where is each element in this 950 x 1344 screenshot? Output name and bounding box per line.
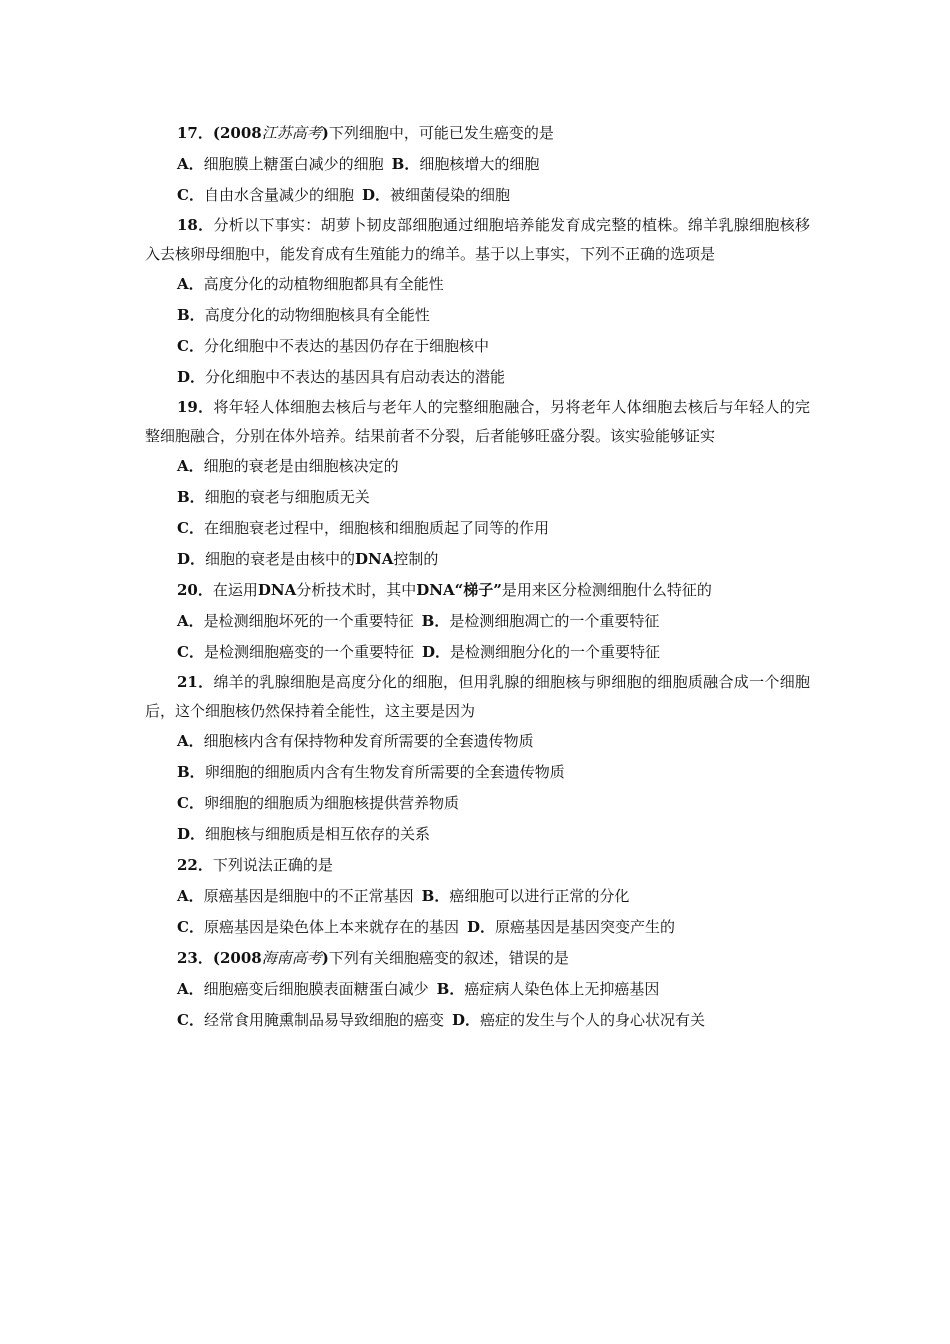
option-text: 是检测细胞坏死的一个重要特征 xyxy=(203,612,414,630)
question-18-option-a xyxy=(145,269,810,300)
option-text: 原癌基因是基因突变产生的 xyxy=(494,918,675,936)
option-text: 癌症的发生与个人的身心状况有关 xyxy=(479,1011,705,1029)
question-19-option-a xyxy=(145,451,810,482)
question-17-options-ab xyxy=(145,149,810,180)
option-label: D． xyxy=(361,186,390,204)
option-text: 分化细胞中不表达的基因具有启动表达的潜能 xyxy=(205,368,506,386)
question-18-option-d xyxy=(145,362,810,393)
question-18-option-b xyxy=(145,300,810,331)
option-label: D． xyxy=(177,368,206,386)
option-text: 分化细胞中不表达的基因仍存在于细胞核中 xyxy=(203,337,489,355)
question-number: 22． xyxy=(177,856,213,874)
question-17-options-cd xyxy=(145,180,810,211)
question-18-option-c xyxy=(145,331,810,362)
option-text: 卵细胞的细胞质内含有生物发育所需要的全套遗传物质 xyxy=(204,763,565,781)
option-text: 细胞癌变后细胞膜表面糖蛋白减少 xyxy=(203,980,429,998)
question-19-stem xyxy=(145,393,810,451)
stem-text: 下列说法正确的是 xyxy=(212,856,333,874)
option-text: 在细胞衰老过程中，细胞核和细胞质起了同等的作用 xyxy=(203,519,549,537)
option-label: B． xyxy=(177,306,205,324)
question-list xyxy=(145,118,810,1036)
option-label: D． xyxy=(177,825,206,843)
stem-text: 在运用 xyxy=(212,581,258,599)
option-label: D． xyxy=(451,1011,480,1029)
stem-text-bold: DNA“梯子” xyxy=(416,581,502,599)
question-23-options-ab xyxy=(145,974,810,1005)
option-label: D． xyxy=(421,643,450,661)
option-text: 原癌基因是染色体上本来就存在的基因 xyxy=(203,918,459,936)
question-20-stem xyxy=(145,575,810,606)
option-label: A． xyxy=(177,155,204,173)
question-22-options-ab xyxy=(145,881,810,912)
option-text: 细胞的衰老是由核中的 xyxy=(205,550,356,568)
option-label: B． xyxy=(421,887,450,905)
stem-text: 是用来区分检测细胞什么特征的 xyxy=(501,581,712,599)
option-text: 细胞核内含有保持物种发育所需要的全套遗传物质 xyxy=(203,732,534,750)
option-label: C． xyxy=(177,643,204,661)
question-21-option-d xyxy=(145,819,810,850)
option-text: 细胞的衰老是由细胞核决定的 xyxy=(203,457,399,475)
option-label: C． xyxy=(177,794,204,812)
stem-text: 分析以下事实：胡萝卜韧皮部细胞通过细胞培养能发育成完整的植株。绵羊乳腺细胞核移入去核卵母细胞中，能发育成有生殖能力的绵羊。基于以上事实，下列不正确的选项是 xyxy=(145,216,810,263)
source-close: ) xyxy=(321,949,329,967)
question-17-stem xyxy=(145,118,810,149)
stem-text: 下列有关细胞癌变的叙述，错误的是 xyxy=(328,949,569,967)
option-label: B． xyxy=(391,155,420,173)
source-year: (2008 xyxy=(212,124,262,142)
question-number: 21． xyxy=(177,673,214,691)
question-number: 18． xyxy=(177,216,214,234)
source-close: ) xyxy=(321,124,329,142)
option-text: 自由水含量减少的细胞 xyxy=(203,186,354,204)
option-label: A． xyxy=(177,275,204,293)
option-text: 细胞核增大的细胞 xyxy=(419,155,540,173)
source-name: 江苏高考 xyxy=(261,124,322,142)
option-text: 原癌基因是细胞中的不正常基因 xyxy=(203,887,414,905)
option-text: 高度分化的动物细胞核具有全能性 xyxy=(204,306,430,324)
question-21-option-a xyxy=(145,726,810,757)
option-label: A． xyxy=(177,612,204,630)
option-text: 高度分化的动植物细胞都具有全能性 xyxy=(203,275,444,293)
option-text: 癌细胞可以进行正常的分化 xyxy=(449,887,630,905)
stem-text: 下列细胞中，可能已发生癌变的是 xyxy=(328,124,554,142)
question-21-option-c xyxy=(145,788,810,819)
option-text: 细胞核与细胞质是相互依存的关系 xyxy=(205,825,431,843)
question-number: 23． xyxy=(177,949,213,967)
option-text: 控制的 xyxy=(393,550,439,568)
option-label: B． xyxy=(421,612,450,630)
question-21-option-b xyxy=(145,757,810,788)
question-22-options-cd xyxy=(145,912,810,943)
option-text: 细胞膜上糖蛋白减少的细胞 xyxy=(203,155,384,173)
option-text: 是检测细胞分化的一个重要特征 xyxy=(449,643,660,661)
question-19-option-b xyxy=(145,482,810,513)
question-number: 19． xyxy=(177,398,214,416)
option-label: C． xyxy=(177,337,204,355)
option-label: C． xyxy=(177,519,204,537)
option-label: B． xyxy=(177,488,205,506)
option-label: A． xyxy=(177,457,204,475)
source-year: (2008 xyxy=(212,949,262,967)
option-text: 是检测细胞凋亡的一个重要特征 xyxy=(449,612,660,630)
option-label: B． xyxy=(177,763,205,781)
option-label: B． xyxy=(436,980,465,998)
question-23-stem xyxy=(145,943,810,974)
question-23-options-cd xyxy=(145,1005,810,1036)
option-label: D． xyxy=(177,550,206,568)
option-label: C． xyxy=(177,186,204,204)
stem-text: 分析技术时，其中 xyxy=(296,581,417,599)
question-21-stem xyxy=(145,668,810,726)
question-19-option-d xyxy=(145,544,810,575)
source-name: 海南高考 xyxy=(261,949,322,967)
option-text: 卵细胞的细胞质为细胞核提供营养物质 xyxy=(203,794,459,812)
option-text-bold: DNA xyxy=(355,550,394,568)
option-label: C． xyxy=(177,918,204,936)
option-text: 被细菌侵染的细胞 xyxy=(389,186,510,204)
stem-text: 将年轻人体细胞去核后与老年人的完整细胞融合，另将老年人体细胞去核后与年轻人的完整细胞融合，分别在体外培养。结果前者不分裂，后者能够旺盛分裂。该实验能够证实 xyxy=(145,398,810,445)
option-label: D． xyxy=(466,918,495,936)
stem-text: 绵羊的乳腺细胞是高度分化的细胞，但用乳腺的细胞核与卵细胞的细胞质融合成一个细胞后，这个细胞核仍然保持着全能性，这主要是因为 xyxy=(145,673,810,720)
question-20-options-ab xyxy=(145,606,810,637)
option-label: A． xyxy=(177,980,204,998)
question-number: 17． xyxy=(177,124,213,142)
option-text: 经常食用腌熏制品易导致细胞的癌变 xyxy=(203,1011,444,1029)
option-label: A． xyxy=(177,887,204,905)
option-label: A． xyxy=(177,732,204,750)
question-20-options-cd xyxy=(145,637,810,668)
question-number: 20． xyxy=(177,581,213,599)
option-text: 是检测细胞癌变的一个重要特征 xyxy=(203,643,414,661)
option-label: C． xyxy=(177,1011,204,1029)
option-text: 细胞的衰老与细胞质无关 xyxy=(204,488,370,506)
question-22-stem xyxy=(145,850,810,881)
question-19-option-c xyxy=(145,513,810,544)
stem-text-bold: DNA xyxy=(257,581,297,599)
question-18-stem xyxy=(145,211,810,269)
option-text: 癌症病人染色体上无抑癌基因 xyxy=(464,980,660,998)
